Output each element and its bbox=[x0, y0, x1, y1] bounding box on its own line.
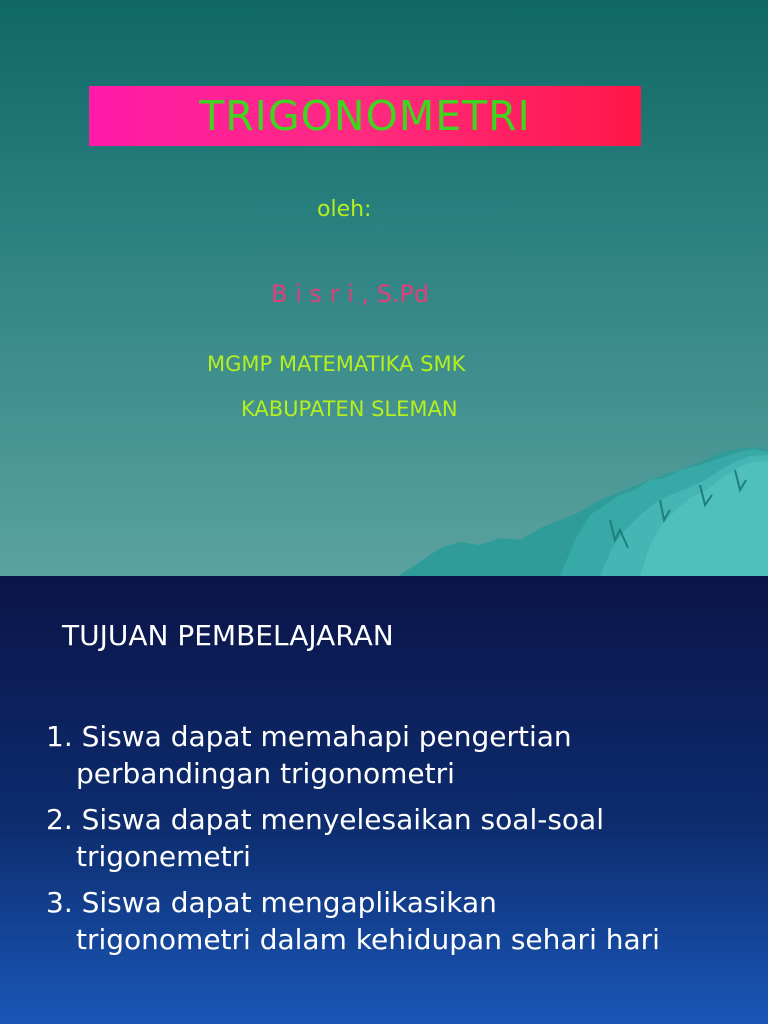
goal-text-line1: 2. Siswa dapat menyelesaikan soal-soal bbox=[46, 803, 604, 836]
goal-item bbox=[46, 801, 756, 875]
slide-learning-goals bbox=[0, 576, 768, 1024]
page-title: TRIGONOMETRI bbox=[199, 92, 531, 140]
organization-line-2: KABUPATEN SLEMAN bbox=[241, 397, 458, 421]
goal-text-line2: trigonemetri bbox=[76, 840, 251, 873]
by-label: oleh: bbox=[317, 197, 372, 222]
goal-list bbox=[46, 718, 756, 967]
section-title: TUJUAN PEMBELAJARAN bbox=[62, 619, 394, 652]
goal-item bbox=[46, 718, 756, 792]
goal-text-line2: perbandingan trigonometri bbox=[76, 757, 455, 790]
title-banner bbox=[89, 86, 641, 146]
author-name: B i s r i , S.Pd bbox=[271, 280, 430, 308]
goal-text-line1: 3. Siswa dapat mengaplikasikan bbox=[46, 886, 497, 919]
organization-line-1: MGMP MATEMATIKA SMK bbox=[207, 352, 466, 376]
goal-text-line2: trigonometri dalam kehidupan sehari hari bbox=[76, 923, 660, 956]
goal-item bbox=[46, 884, 756, 958]
goal-text-line1: 1. Siswa dapat memahapi pengertian bbox=[46, 720, 572, 753]
